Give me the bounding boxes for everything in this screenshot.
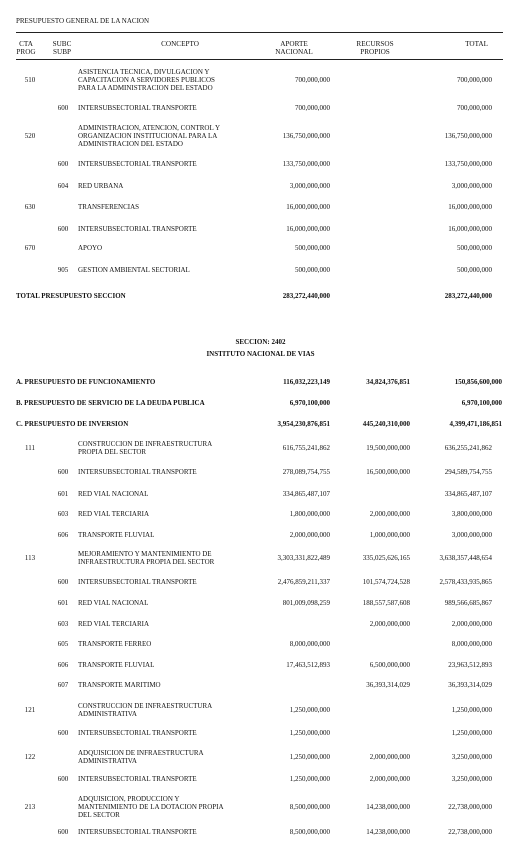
recursos-propios: 2,000,000,000 — [369, 620, 410, 628]
subc-subp: 905 — [57, 266, 69, 274]
subc-subp: 603 — [57, 620, 69, 628]
concepto-text: MANTENIMIENTO DE LA DOTACION PROPIA — [78, 803, 224, 811]
header-aporte: APORTE NACIONAL — [275, 40, 313, 56]
concepto-text: ADMINISTRATIVA — [78, 757, 137, 765]
concepto-text: CAPACITACION A SERVIDORES PUBLICOS — [78, 76, 215, 84]
aporte-nacional: 16,000,000,000 — [286, 225, 330, 233]
cta-prog: 111 — [25, 444, 35, 452]
aporte-nacional: 2,000,000,000 — [289, 531, 330, 539]
aporte-nacional: 1,250,000,000 — [289, 706, 330, 714]
header-bottom-rule — [16, 59, 503, 60]
aporte-nacional: 1,250,000,000 — [289, 753, 330, 761]
concepto-text: TRANSPORTE FERREO — [78, 640, 152, 648]
total-value: 334,865,487,107 — [444, 490, 492, 498]
total-value: 3,250,000,000 — [451, 775, 492, 783]
total-value: 636,255,241,862 — [444, 444, 492, 452]
concepto-text: RED VIAL NACIONAL — [78, 599, 149, 607]
recursos-propios: 335,025,626,165 — [362, 554, 410, 562]
concepto-text: TRANSFERENCIAS — [78, 203, 140, 211]
concepto-text: GESTION AMBIENTAL SECTORIAL — [78, 266, 190, 274]
subc-subp: 604 — [57, 182, 69, 190]
total-value: 3,800,000,000 — [451, 510, 492, 518]
subc-subp: 601 — [57, 490, 69, 498]
summary-aporte: 116,032,223,149 — [283, 378, 330, 386]
concepto-text: RED VIAL TERCIARIA — [78, 510, 150, 518]
concepto-text: INTERSUBSECTORIAL TRANSPORTE — [78, 468, 197, 476]
total-value: 700,000,000 — [457, 76, 492, 84]
subc-subp: 601 — [57, 599, 69, 607]
subc-subp: 600 — [57, 104, 69, 112]
seccion-number: SECCION: 2402 — [235, 338, 286, 346]
concepto-text: MEJORAMIENTO Y MANTENIMIENTO DE — [78, 550, 212, 558]
concepto-text: TRANSPORTE FLUVIAL — [78, 661, 155, 669]
total-value: 1,250,000,000 — [451, 706, 492, 714]
total-value: 16,000,000,000 — [448, 225, 492, 233]
subc-subp: 606 — [57, 531, 69, 539]
total-value: 989,566,685,867 — [444, 599, 492, 607]
subc-subp: 605 — [57, 640, 69, 648]
aporte-nacional: 500,000,000 — [295, 266, 330, 274]
total-value: 3,000,000,000 — [451, 182, 492, 190]
concepto-text: INFRAESTRUCTURA PROPIA DEL SECTOR — [78, 558, 215, 566]
subc-subp: 600 — [57, 225, 69, 233]
aporte-nacional: 1,800,000,000 — [289, 510, 330, 518]
concepto-text: PROPIA DEL SECTOR — [78, 448, 147, 456]
recursos-propios: 6,500,000,000 — [369, 661, 410, 669]
concepto-text: INTERSUBSECTORIAL TRANSPORTE — [78, 729, 197, 737]
concepto-text: INTERSUBSECTORIAL TRANSPORTE — [78, 775, 197, 783]
aporte-nacional: 3,000,000,000 — [289, 182, 330, 190]
concepto-text: INTERSUBSECTORIAL TRANSPORTE — [78, 104, 197, 112]
total-value: 22,738,000,000 — [448, 803, 492, 811]
aporte-nacional: 278,089,754,755 — [282, 468, 330, 476]
summary-total: 150,856,600,000 — [454, 378, 502, 386]
cta-prog: 113 — [24, 554, 36, 562]
total-value: 2,000,000,000 — [451, 620, 492, 628]
cta-prog: 670 — [24, 244, 36, 252]
total-value: 3,250,000,000 — [451, 753, 492, 761]
cta-prog: 122 — [24, 753, 36, 761]
concepto-text: ADMINISTRATIVA — [78, 710, 137, 718]
concepto-text: PARA LA ADMINISTRACION DEL ESTADO — [78, 84, 213, 92]
aporte-nacional: 17,463,512,893 — [286, 661, 330, 669]
recursos-propios: 1,000,000,000 — [369, 531, 410, 539]
aporte-nacional: 8,000,000,000 — [289, 640, 330, 648]
concepto-text: INTERSUBSECTORIAL TRANSPORTE — [78, 160, 197, 168]
subc-subp: 600 — [57, 160, 69, 168]
recursos-propios: 2,000,000,000 — [369, 510, 410, 518]
total-seccion-total: 283,272,440,000 — [444, 292, 492, 300]
summary-aporte: 3,954,230,876,851 — [277, 420, 330, 428]
summary-recursos: 445,240,310,000 — [362, 420, 410, 428]
recursos-propios: 36,393,314,029 — [366, 681, 410, 689]
concepto-text: TRANSPORTE FLUVIAL — [78, 531, 155, 539]
subc-subp: 600 — [57, 578, 69, 586]
aporte-nacional: 700,000,000 — [295, 76, 330, 84]
aporte-nacional: 500,000,000 — [295, 244, 330, 252]
header-cta: CTA PROG — [16, 40, 36, 56]
summary-total: 4,399,471,186,851 — [449, 420, 502, 428]
seccion-name: INSTITUTO NACIONAL DE VIAS — [206, 350, 315, 358]
summary-total: 6,970,100,000 — [461, 399, 502, 407]
cta-prog: 630 — [24, 203, 36, 211]
aporte-nacional: 16,000,000,000 — [286, 203, 330, 211]
total-value: 500,000,000 — [457, 244, 492, 252]
total-value: 700,000,000 — [457, 104, 492, 112]
concepto-text: ADMINISTRACION DEL ESTADO — [78, 140, 183, 148]
aporte-nacional: 133,750,000,000 — [282, 160, 330, 168]
header-concepto: CONCEPTO — [161, 40, 199, 48]
cta-prog: 520 — [24, 132, 36, 140]
concepto-text: INTERSUBSECTORIAL TRANSPORTE — [78, 828, 197, 836]
cta-prog: 121 — [24, 706, 36, 714]
summary-aporte: 6,970,100,000 — [289, 399, 330, 407]
concepto-text: APOYO — [78, 244, 103, 252]
summary-recursos: 34,824,376,851 — [366, 378, 410, 386]
cta-prog: 510 — [24, 76, 36, 84]
concepto-text: ORGANIZACION INSTITUCIONAL PARA LA — [78, 132, 218, 140]
recursos-propios: 16,500,000,000 — [366, 468, 410, 476]
page-title: PRESUPUESTO GENERAL DE LA NACION — [16, 17, 150, 25]
aporte-nacional: 8,500,000,000 — [289, 803, 330, 811]
total-value: 36,393,314,029 — [448, 681, 492, 689]
recursos-propios: 2,000,000,000 — [369, 775, 410, 783]
aporte-nacional: 801,009,098,259 — [282, 599, 330, 607]
concepto-text: DEL SECTOR — [78, 811, 120, 819]
total-value: 1,250,000,000 — [451, 729, 492, 737]
subc-subp: 600 — [57, 468, 69, 476]
concepto-text: RED VIAL NACIONAL — [78, 490, 149, 498]
total-value: 2,578,433,935,865 — [439, 578, 492, 586]
summary-label: B. PRESUPUESTO DE SERVICIO DE LA DEUDA PUBLICA — [16, 399, 205, 407]
recursos-propios: 188,557,587,608 — [362, 599, 410, 607]
subc-subp: 600 — [57, 775, 69, 783]
aporte-nacional: 334,865,487,107 — [282, 490, 330, 498]
concepto-text: TRANSPORTE MARITIMO — [78, 681, 161, 689]
aporte-nacional: 1,250,000,000 — [289, 729, 330, 737]
aporte-nacional: 136,750,000,000 — [282, 132, 330, 140]
subc-subp: 606 — [57, 661, 69, 669]
recursos-propios: 19,500,000,000 — [366, 444, 410, 452]
recursos-propios: 2,000,000,000 — [369, 753, 410, 761]
total-value: 294,589,754,755 — [444, 468, 492, 476]
total-value: 136,750,000,000 — [444, 132, 492, 140]
header-subc: SUBC SUBP — [52, 40, 72, 56]
summary-label: C. PRESUPUESTO DE INVERSION — [16, 420, 129, 428]
total-value: 16,000,000,000 — [448, 203, 492, 211]
aporte-nacional: 2,476,859,211,337 — [277, 578, 330, 586]
subc-subp: 600 — [57, 729, 69, 737]
header-recursos: RECURSOS PROPIOS — [356, 40, 394, 56]
concepto-text: ADMINISTRACION, ATENCION, CONTROL Y — [78, 124, 221, 132]
total-value: 500,000,000 — [457, 266, 492, 274]
concepto-text: INTERSUBSECTORIAL TRANSPORTE — [78, 225, 197, 233]
concepto-text: RED URBANA — [78, 182, 124, 190]
subc-subp: 607 — [57, 681, 69, 689]
header-total: TOTAL — [465, 40, 488, 48]
total-value: 3,000,000,000 — [451, 531, 492, 539]
recursos-propios: 101,574,724,528 — [362, 578, 410, 586]
cta-prog: 213 — [24, 803, 36, 811]
summary-label: A. PRESUPUESTO DE FUNCIONAMIENTO — [16, 378, 156, 386]
total-value: 8,000,000,000 — [451, 640, 492, 648]
aporte-nacional: 616,755,241,862 — [282, 444, 330, 452]
concepto-text: CONSTRUCCION DE INFRAESTRUCTURA — [78, 440, 213, 448]
total-value: 3,638,357,448,654 — [439, 554, 492, 562]
concepto-text: CONSTRUCCION DE INFRAESTRUCTURA — [78, 702, 213, 710]
aporte-nacional: 3,303,331,822,489 — [277, 554, 330, 562]
total-seccion-label: TOTAL PRESUPUESTO SECCION — [16, 292, 126, 300]
aporte-nacional: 8,500,000,000 — [289, 828, 330, 836]
concepto-text: INTERSUBSECTORIAL TRANSPORTE — [78, 578, 197, 586]
concepto-text: ADQUISICION, PRODUCCION Y — [78, 795, 180, 803]
header-top-rule — [16, 32, 503, 33]
concepto-text: ASISTENCIA TECNICA, DIVULGACION Y — [78, 68, 210, 76]
total-seccion-aporte: 283,272,440,000 — [282, 292, 330, 300]
total-value: 133,750,000,000 — [444, 160, 492, 168]
total-value: 22,738,000,000 — [448, 828, 492, 836]
aporte-nacional: 700,000,000 — [295, 104, 330, 112]
concepto-text: RED VIAL TERCIARIA — [78, 620, 150, 628]
recursos-propios: 14,238,000,000 — [366, 828, 410, 836]
total-value: 23,963,512,893 — [448, 661, 492, 669]
subc-subp: 600 — [57, 828, 69, 836]
subc-subp: 603 — [57, 510, 69, 518]
recursos-propios: 14,238,000,000 — [366, 803, 410, 811]
concepto-text: ADQUISICION DE INFRAESTRUCTURA — [78, 749, 204, 757]
aporte-nacional: 1,250,000,000 — [289, 775, 330, 783]
